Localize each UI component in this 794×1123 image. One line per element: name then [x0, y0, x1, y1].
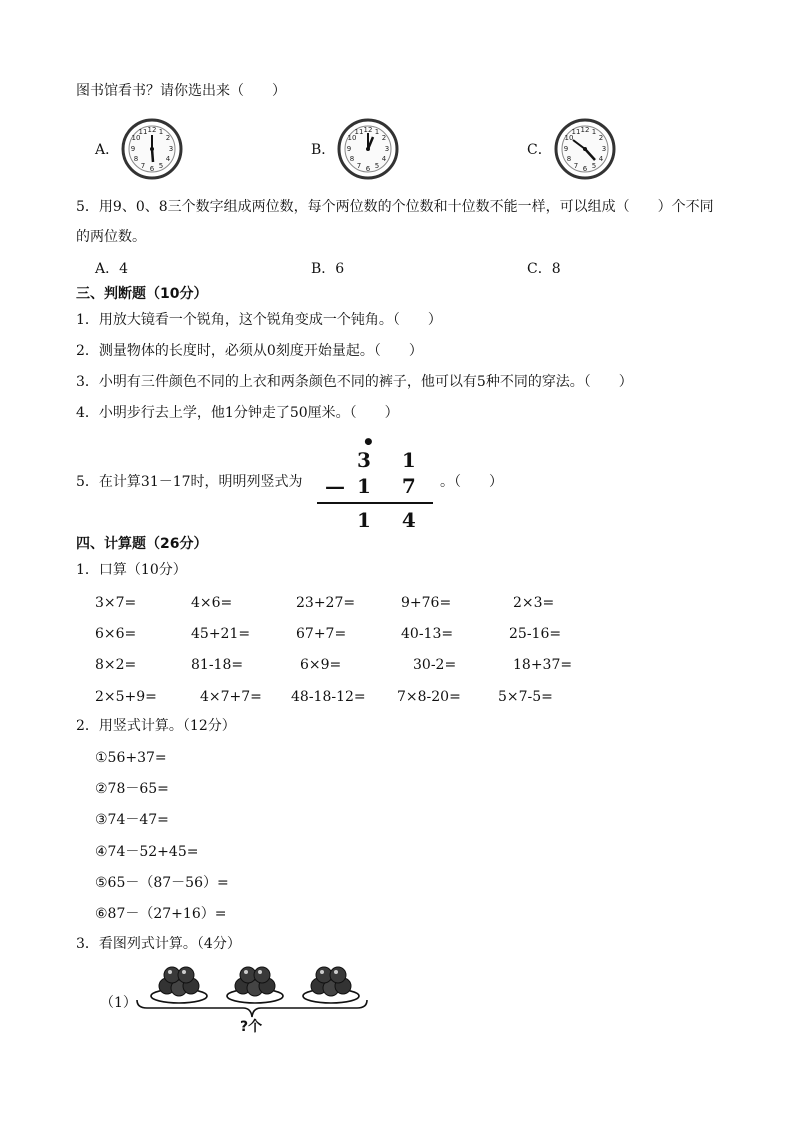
- svg-text:7: 7: [140, 162, 146, 170]
- svg-text:3: 3: [601, 145, 607, 153]
- svg-text:5: 5: [374, 162, 380, 170]
- option-a-label: A．: [95, 142, 120, 158]
- oral-r4-c1: 2×5+9=: [95, 689, 157, 705]
- oral-r2-c4: 40-13=: [401, 626, 454, 642]
- svg-text:3: 3: [384, 145, 390, 153]
- picture-calc-title: 3．看图列式计算。（4分）: [76, 936, 241, 952]
- svg-text:12: 12: [580, 126, 590, 134]
- picture-calc-question: ?个: [240, 1019, 263, 1035]
- svg-text:8: 8: [133, 155, 139, 163]
- svg-text:6: 6: [149, 165, 155, 173]
- svg-text:9: 9: [563, 145, 569, 153]
- oral-r1-c2: 4×6=: [191, 595, 233, 611]
- svg-text:1: 1: [158, 128, 164, 136]
- svg-text:5: 5: [158, 162, 164, 170]
- oral-title: 1．口算（10分）: [76, 562, 187, 578]
- svg-text:4: 4: [165, 155, 171, 163]
- oral-r3-c4: 30-2=: [413, 657, 457, 673]
- svg-text:4: 4: [381, 155, 387, 163]
- vertical-calc-item-4: ④74－52+45=: [95, 844, 199, 860]
- svg-text:7: 7: [573, 162, 579, 170]
- judgement-item-1: 1．用放大镜看一个锐角，这个锐角变成一个钝角。（ ）: [76, 312, 442, 328]
- svg-text:11: 11: [354, 128, 364, 136]
- oral-r2-c1: 6×6=: [95, 626, 137, 642]
- svg-text:3: 3: [168, 145, 174, 153]
- oral-r1-c5: 2×3=: [513, 595, 555, 611]
- oral-r2-c3: 67+7=: [296, 626, 347, 642]
- borrow-dot: •: [362, 430, 375, 454]
- svg-text:12: 12: [363, 126, 373, 134]
- svg-text:12: 12: [147, 126, 157, 134]
- question-5-line2: 的两位数。: [76, 229, 146, 245]
- vertical-top: 3 1: [357, 448, 428, 472]
- svg-text:1: 1: [591, 128, 597, 136]
- clock-a-icon: [120, 118, 184, 180]
- judgement-item-3: 3．小明有三件颜色不同的上衣和两条颜色不同的裤子，他可以有5种不同的穿法。（ ）: [76, 374, 633, 390]
- picture-calc-label: （1）: [100, 995, 137, 1011]
- vertical-calc-item-6: ⑥87－（27+16）=: [95, 906, 227, 922]
- vertical-calc-item-1: ①56+37=: [95, 750, 167, 766]
- svg-text:1: 1: [374, 128, 380, 136]
- svg-text:2: 2: [598, 134, 604, 142]
- svg-text:2: 2: [381, 134, 387, 142]
- oral-r1-c3: 23+27=: [296, 595, 356, 611]
- section-3-title: 三、判断题（10分）: [76, 286, 208, 302]
- svg-text:6: 6: [582, 165, 588, 173]
- judgement-item-4: 4．小明步行去上学，他1分钟走了50厘米。（ ）: [76, 405, 399, 421]
- vertical-result: 1 4: [357, 508, 428, 532]
- brace-icon: [135, 998, 370, 1020]
- svg-text:11: 11: [138, 128, 148, 136]
- svg-text:10: 10: [131, 134, 141, 142]
- q5-option-c: C．8: [527, 261, 561, 277]
- clock-c-icon: [553, 118, 617, 180]
- svg-text:7: 7: [356, 162, 362, 170]
- oral-r2-c2: 45+21=: [191, 626, 251, 642]
- judgement-item-2: 2．测量物体的长度时，必须从0刻度开始量起。（ ）: [76, 343, 423, 359]
- oral-r3-c5: 18+37=: [513, 657, 573, 673]
- vertical-calc-item-3: ③74－47=: [95, 812, 169, 828]
- oral-r2-c5: 25-16=: [509, 626, 562, 642]
- question-5-line1: 5．用9、0、8三个数字组成两位数，每个两位数的个位数和十位数不能一样，可以组成（ ）个不同: [76, 199, 714, 215]
- option-b-label: B．: [311, 142, 336, 158]
- vertical-rule: [317, 502, 433, 504]
- q5-option-b: B．6: [311, 261, 345, 277]
- oral-r3-c3: 6×9=: [300, 657, 342, 673]
- svg-text:8: 8: [566, 155, 572, 163]
- vertical-mid: 1 7: [357, 474, 428, 498]
- oral-r1-c4: 9+76=: [401, 595, 452, 611]
- oral-r3-c2: 81-18=: [191, 657, 244, 673]
- question-4-tail: 图书馆看书？请你选出来（ ）: [76, 83, 286, 99]
- judgement-item-5-tail: 。（ ）: [440, 474, 503, 490]
- svg-text:2: 2: [165, 134, 171, 142]
- svg-text:9: 9: [346, 145, 352, 153]
- clock-b-icon: [336, 118, 400, 180]
- svg-text:8: 8: [349, 155, 355, 163]
- svg-text:4: 4: [598, 155, 604, 163]
- section-4-title: 四、计算题（26分）: [76, 536, 208, 552]
- svg-text:11: 11: [571, 128, 581, 136]
- judgement-item-5: 5．在计算31－17时，明明列竖式为: [76, 474, 303, 490]
- oral-r4-c2: 4×7+7=: [200, 689, 262, 705]
- vertical-calc-title: 2．用竖式计算。（12分）: [76, 718, 236, 734]
- svg-text:9: 9: [130, 145, 136, 153]
- svg-text:10: 10: [347, 134, 357, 142]
- option-c-label: C．: [527, 142, 552, 158]
- vertical-calc-item-2: ②78－65=: [95, 781, 169, 797]
- vertical-subtraction: [315, 430, 435, 530]
- oral-r4-c4: 7×8-20=: [397, 689, 461, 705]
- oral-r3-c1: 8×2=: [95, 657, 137, 673]
- vertical-calc-item-5: ⑤65－（87－56）=: [95, 875, 229, 891]
- oral-r4-c3: 48-18-12=: [291, 689, 366, 705]
- svg-text:6: 6: [365, 165, 371, 173]
- svg-text:5: 5: [591, 162, 597, 170]
- oral-r1-c1: 3×7=: [95, 595, 137, 611]
- oral-r4-c5: 5×7-5=: [498, 689, 553, 705]
- q5-option-a: A．4: [95, 261, 129, 277]
- svg-text:10: 10: [564, 134, 574, 142]
- vertical-minus: —: [325, 474, 345, 498]
